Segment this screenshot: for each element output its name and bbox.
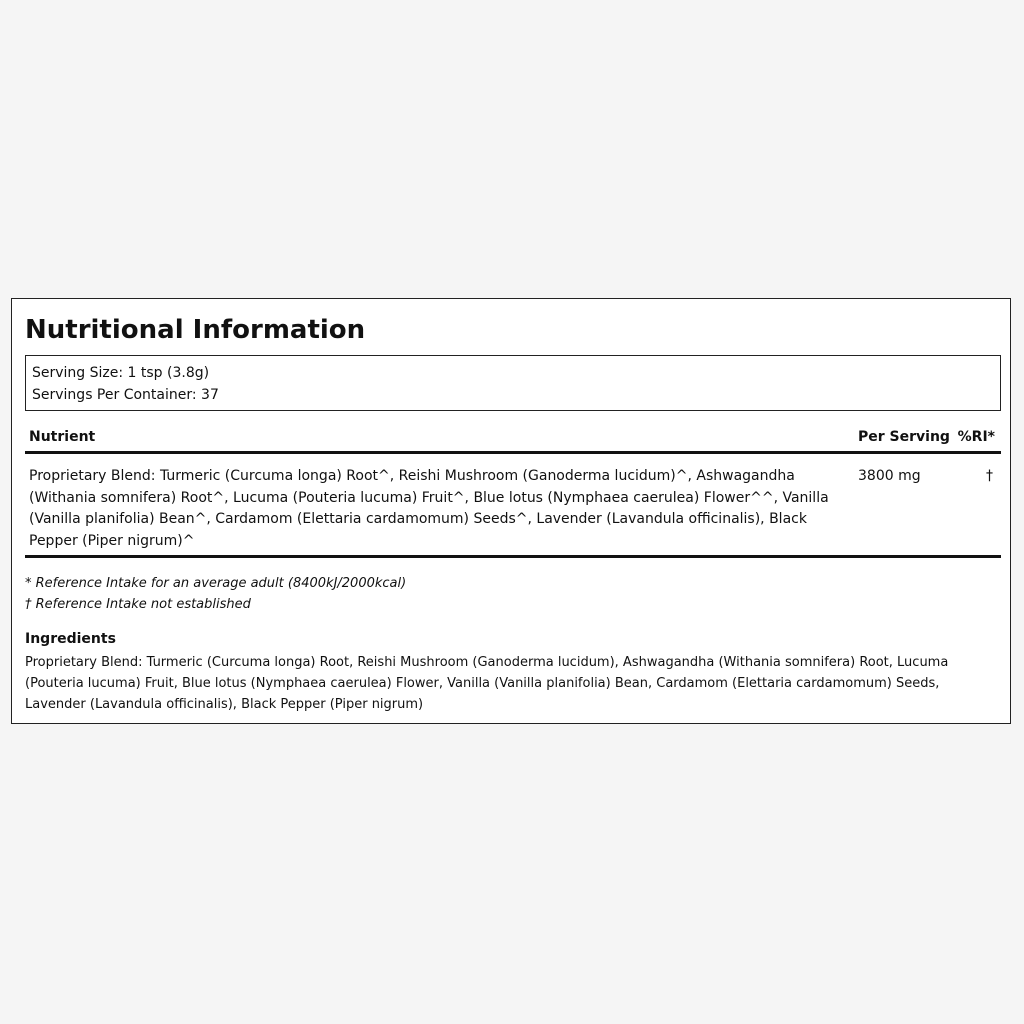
- ingredients-text: Proprietary Blend: Turmeric (Curcuma longa) Root, Reishi Mushroom (Ganoderma lucidum), Ashwagandha (Withania somnifera) Root, Lucuma (Pouteria lucuma) Fruit, Blue lotus (Nymphaea caerulea) Flower, Vanilla (Vanilla planifolia) Bean, Cardamom (Elettaria cardamomum) Seeds, Lavender (Lavandula officinalis), Black Pepper (Piper nigrum): [25, 655, 949, 712]
- servings-per-container: Servings Per Container: 37: [32, 387, 219, 403]
- panel-title: Nutritional Information: [25, 315, 366, 345]
- serving-info-box: [25, 355, 1001, 411]
- table-bottom-divider: [25, 555, 1001, 558]
- nutrient-amount: 3800 mg: [858, 468, 921, 484]
- footnotes: [25, 573, 406, 615]
- nutrition-panel: [11, 298, 1011, 724]
- serving-size: Serving Size: 1 tsp (3.8g): [32, 365, 210, 381]
- footnote-reference-intake: * Reference Intake for an average adult (8400kJ/2000kcal): [25, 576, 407, 591]
- column-header-nutrient: Nutrient: [29, 429, 96, 445]
- footnote-not-established: † Reference Intake not established: [25, 597, 251, 612]
- header-divider: [25, 451, 1001, 454]
- column-header-ri: %RI*: [957, 429, 995, 445]
- column-header-per-serving: Per Serving: [858, 429, 950, 445]
- ingredients-heading: Ingredients: [25, 631, 116, 647]
- nutrient-ri: †: [986, 468, 993, 484]
- nutrient-name: Proprietary Blend: Turmeric (Curcuma longa) Root^, Reishi Mushroom (Ganoderma lucidum)^, Ashwagandha (Withania somnifera) Root^, Lucuma (Pouteria lucuma) Fruit^, Blue lotus (Nymphaea caerulea) Flower^^, Vanilla (Vanilla planifolia) Bean^, Cardamom (Elettaria cardamomum) Seeds^, Lavender (Lavandula officinalis), Black Pepper (Piper nigrum)^: [29, 468, 829, 549]
